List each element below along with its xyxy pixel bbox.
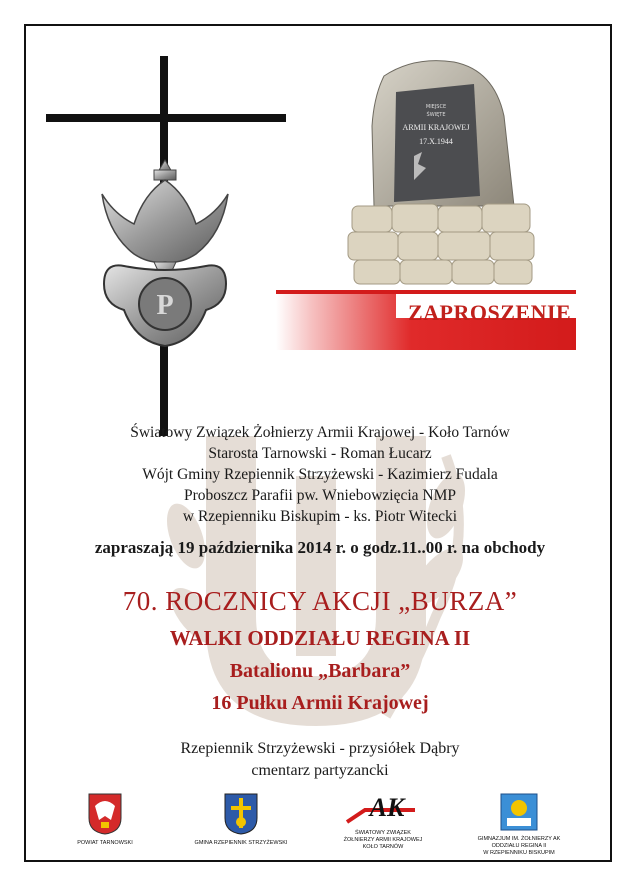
event-location [26, 738, 612, 782]
ak-logo-icon [345, 792, 421, 826]
memorial-stone-photo [344, 56, 540, 296]
event-subtitle-battalion: Batalionu „Barbara” [229, 660, 411, 682]
logo-powiat-tarnowski [40, 792, 170, 847]
organizers-list [26, 422, 612, 527]
plaque-line: 17.X.1944 [419, 137, 453, 146]
invite-date-line: zapraszają 19 października 2014 r. o godz.11..00 r. na obchody [94, 538, 546, 557]
logo-caption: POWIAT TARNOWSKI [77, 840, 133, 846]
powiat-crest-icon [87, 792, 123, 836]
eagle-badge-icon [94, 154, 236, 354]
organizer-line: Starosta Tarnowski - Roman Łucarz [208, 445, 432, 462]
location-line: Rzepiennik Strzyżewski - przysiółek Dąbry [180, 740, 460, 757]
event-title: 70. ROCZNICY AKCJI „BURZA” [122, 586, 518, 616]
gimnazjum-logo-icon [499, 792, 539, 832]
gmina-crest-icon [223, 792, 259, 836]
invitation-poster [24, 24, 612, 862]
logo-gmina-rzepiennik [176, 792, 306, 847]
invitation-heading: ZAPROSZENIE [408, 300, 572, 325]
logo-caption-line: W RZEPIENNIKU BISKUPIM [483, 850, 555, 856]
event-subtitle-regiment: 16 Pułku Armii Krajowej [211, 692, 429, 714]
logo-caption [318, 830, 448, 851]
ak-mark: AK [369, 793, 405, 822]
organizer-line: Proboszcz Parafii pw. Wniebowzięcia NMP [183, 487, 457, 504]
logo-caption-line: ODDZIAŁU REGINA II [491, 843, 547, 849]
organizer-line: Wójt Gminy Rzepiennik Strzyżewski - Kazimierz Fudala [142, 466, 498, 483]
plaque-line: ŚWIĘTE [426, 112, 446, 118]
logo-caption-line: GIMNAZJUM IM. ŻOŁNIERZY AK [477, 836, 561, 842]
plaque-line: MIEJSCE [425, 104, 447, 110]
organizer-line: w Rzepienniku Biskupim - ks. Piotr Witecki [182, 508, 458, 525]
location-line: cmentarz partyzancki [251, 762, 389, 779]
logo-caption-line: ŚWIATOWY ZWIĄZEK [355, 830, 411, 836]
logo-gimnazjum [454, 792, 584, 857]
organizer-line: Światowy Związek Żołnierzy Armii Krajowej - Koło Tarnów [130, 424, 510, 441]
logo-caption-line: ŻOŁNIERZY ARMII KRAJOWEJ [343, 837, 423, 843]
logo-caption [454, 836, 584, 857]
cross-horizontal-bar [46, 114, 286, 122]
logo-ak-kolo-tarnow [318, 792, 448, 851]
event-subtitle-unit: WALKI ODDZIAŁU REGINA II [169, 626, 471, 650]
svg-text:P: P [156, 290, 174, 321]
logo-caption-line: KOŁO TARNÓW [362, 844, 404, 850]
plaque-line: ARMII KRAJOWEJ [402, 123, 470, 132]
logo-caption: GMINA RZEPIENNIK STRZYŻEWSKI [194, 840, 288, 846]
